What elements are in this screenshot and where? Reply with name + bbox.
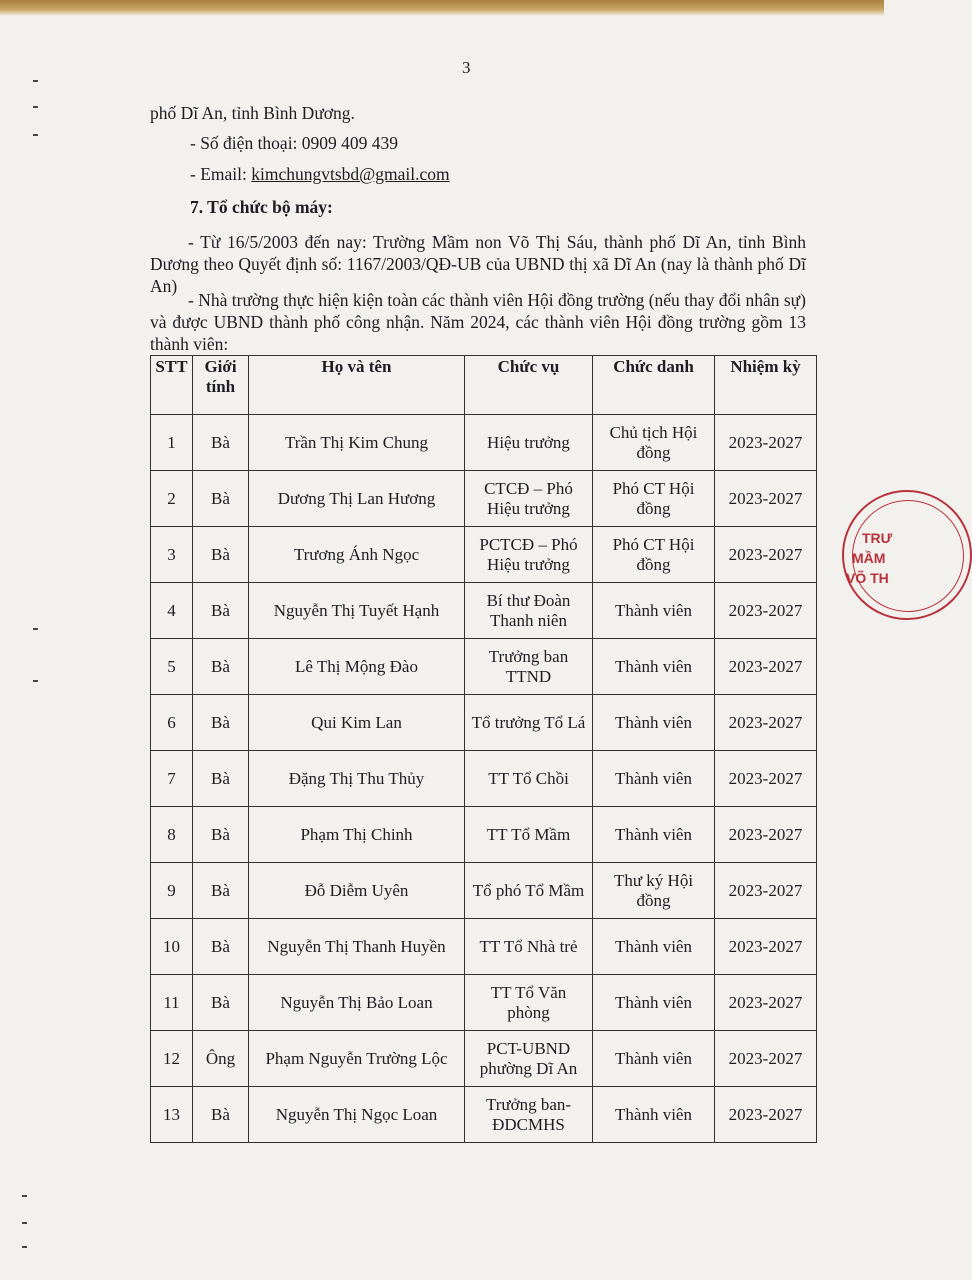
cell-position: Trưởng ban TTND (465, 639, 593, 695)
address-tail: phố Dĩ An, tỉnh Bình Dương. (150, 103, 355, 123)
cell-term: 2023-2027 (715, 807, 817, 863)
table-body (151, 415, 817, 1143)
cell-gender: Bà (193, 975, 249, 1031)
cell-full-name: Lê Thị Mộng Đào (249, 639, 465, 695)
cell-full-name: Phạm Thị Chinh (249, 807, 465, 863)
cell-stt: 11 (151, 975, 193, 1031)
table-header-row (151, 356, 817, 415)
cell-position: TT Tổ Mầm (465, 807, 593, 863)
cell-full-name: Trương Ánh Ngọc (249, 527, 465, 583)
cell-full-name: Nguyễn Thị Tuyết Hạnh (249, 583, 465, 639)
cell-stt: 12 (151, 1031, 193, 1087)
table-row (151, 527, 817, 583)
cell-gender: Bà (193, 695, 249, 751)
cell-stt: 13 (151, 1087, 193, 1143)
seal-text-line3: VÕ TH (846, 570, 889, 586)
cell-title: Phó CT Hội đồng (593, 527, 715, 583)
table-row (151, 695, 817, 751)
cell-term: 2023-2027 (715, 471, 817, 527)
cell-gender: Bà (193, 471, 249, 527)
margin-mark (33, 628, 38, 630)
cell-title: Thành viên (593, 1031, 715, 1087)
table-row (151, 471, 817, 527)
cell-full-name: Trần Thị Kim Chung (249, 415, 465, 471)
paragraph-council (150, 289, 806, 355)
cell-position: PCT-UBND phường Dĩ An (465, 1031, 593, 1087)
cell-title: Chủ tịch Hội đồng (593, 415, 715, 471)
cell-term: 2023-2027 (715, 639, 817, 695)
cell-position: Tổ phó Tổ Mầm (465, 863, 593, 919)
cell-term: 2023-2027 (715, 863, 817, 919)
cell-stt: 8 (151, 807, 193, 863)
cell-gender: Bà (193, 919, 249, 975)
cell-gender: Bà (193, 415, 249, 471)
cell-title: Thành viên (593, 751, 715, 807)
paragraph-establishment (150, 231, 806, 297)
cell-full-name: Đỗ Diễm Uyên (249, 863, 465, 919)
table-row (151, 975, 817, 1031)
phone-label: - Số điện thoại: (190, 133, 302, 153)
cell-term: 2023-2027 (715, 415, 817, 471)
cell-term: 2023-2027 (715, 1087, 817, 1143)
cell-stt: 4 (151, 583, 193, 639)
margin-mark (22, 1246, 27, 1248)
cell-title: Thành viên (593, 975, 715, 1031)
cell-title: Thành viên (593, 695, 715, 751)
school-seal (842, 490, 972, 620)
cell-position: Tổ trưởng Tổ Lá (465, 695, 593, 751)
cell-term: 2023-2027 (715, 919, 817, 975)
cell-stt: 6 (151, 695, 193, 751)
margin-mark (22, 1195, 27, 1197)
cell-term: 2023-2027 (715, 695, 817, 751)
cell-full-name: Qui Kim Lan (249, 695, 465, 751)
cell-gender: Bà (193, 807, 249, 863)
cell-position: Trưởng ban-ĐDCMHS (465, 1087, 593, 1143)
cell-title: Thành viên (593, 1087, 715, 1143)
table-row (151, 1031, 817, 1087)
cell-stt: 9 (151, 863, 193, 919)
cell-term: 2023-2027 (715, 751, 817, 807)
cell-position: Bí thư Đoàn Thanh niên (465, 583, 593, 639)
table-row (151, 639, 817, 695)
margin-mark (33, 106, 38, 108)
cell-gender: Bà (193, 751, 249, 807)
cell-title: Thư ký Hội đồng (593, 863, 715, 919)
table-row (151, 1087, 817, 1143)
margin-mark (33, 134, 38, 136)
paragraph-council-text: - Nhà trường thực hiện kiện toàn các thành viên Hội đồng trường (nếu thay đổi nhân sự) và được UBND thành phố công nhận. Năm 2024, các thành viên Hội đồng trường gồm 13 thành viên: (150, 290, 806, 354)
table-row (151, 807, 817, 863)
cell-full-name: Đặng Thị Thu Thủy (249, 751, 465, 807)
header-gender: Giới tính (193, 356, 249, 415)
margin-mark (33, 680, 38, 682)
phone-number: 0909 409 439 (301, 133, 399, 153)
seal-text-line2: MẦM (852, 550, 886, 566)
cell-term: 2023-2027 (715, 975, 817, 1031)
cell-term: 2023-2027 (715, 1031, 817, 1087)
cell-term: 2023-2027 (715, 527, 817, 583)
table-row (151, 751, 817, 807)
email-label: - Email: (190, 164, 252, 184)
cell-title: Phó CT Hội đồng (593, 471, 715, 527)
cell-title: Thành viên (593, 807, 715, 863)
page-number: 3 (462, 58, 471, 77)
table-row (151, 919, 817, 975)
cell-gender: Bà (193, 639, 249, 695)
cell-stt: 3 (151, 527, 193, 583)
table-row (151, 863, 817, 919)
cell-full-name: Phạm Nguyễn Trường Lộc (249, 1031, 465, 1087)
cell-position: PCTCĐ – Phó Hiệu trưởng (465, 527, 593, 583)
cell-gender: Bà (193, 527, 249, 583)
page-top-edge (0, 0, 884, 16)
table-row (151, 583, 817, 639)
cell-position: CTCĐ – Phó Hiệu trưởng (465, 471, 593, 527)
cell-position: TT Tổ Văn phòng (465, 975, 593, 1031)
cell-title: Thành viên (593, 639, 715, 695)
cell-gender: Ông (193, 1031, 249, 1087)
cell-full-name: Nguyễn Thị Thanh Huyền (249, 919, 465, 975)
cell-stt: 2 (151, 471, 193, 527)
margin-mark (22, 1222, 27, 1224)
seal-text-line1: TRƯ (862, 530, 893, 546)
paragraph-establishment-text: - Từ 16/5/2003 đến nay: Trường Mầm non Võ Thị Sáu, thành phố Dĩ An, tỉnh Bình Dương theo Quyết định số: 1167/2003/QĐ-UB của UBND thị xã Dĩ An (nay là thành phố Dĩ An) (150, 232, 806, 296)
email-line (190, 164, 450, 185)
cell-stt: 5 (151, 639, 193, 695)
section-heading: 7. Tổ chức bộ máy: (190, 197, 333, 217)
table-row (151, 415, 817, 471)
margin-mark (33, 80, 38, 82)
council-members-table (150, 355, 817, 1143)
header-title: Chức danh (593, 356, 715, 415)
cell-gender: Bà (193, 583, 249, 639)
header-stt: STT (151, 356, 193, 415)
email-link[interactable]: kimchungvtsbd@gmail.com (251, 164, 450, 184)
cell-stt: 1 (151, 415, 193, 471)
phone-line (190, 133, 398, 154)
cell-gender: Bà (193, 863, 249, 919)
header-term: Nhiệm kỳ (715, 356, 817, 415)
cell-gender: Bà (193, 1087, 249, 1143)
cell-term: 2023-2027 (715, 583, 817, 639)
cell-position: TT Tổ Chồi (465, 751, 593, 807)
cell-title: Thành viên (593, 583, 715, 639)
header-full-name: Họ và tên (249, 356, 465, 415)
cell-stt: 7 (151, 751, 193, 807)
cell-position: Hiệu trưởng (465, 415, 593, 471)
cell-stt: 10 (151, 919, 193, 975)
header-position: Chức vụ (465, 356, 593, 415)
cell-full-name: Nguyễn Thị Bảo Loan (249, 975, 465, 1031)
cell-title: Thành viên (593, 919, 715, 975)
cell-position: TT Tổ Nhà trẻ (465, 919, 593, 975)
cell-full-name: Dương Thị Lan Hương (249, 471, 465, 527)
cell-full-name: Nguyễn Thị Ngọc Loan (249, 1087, 465, 1143)
